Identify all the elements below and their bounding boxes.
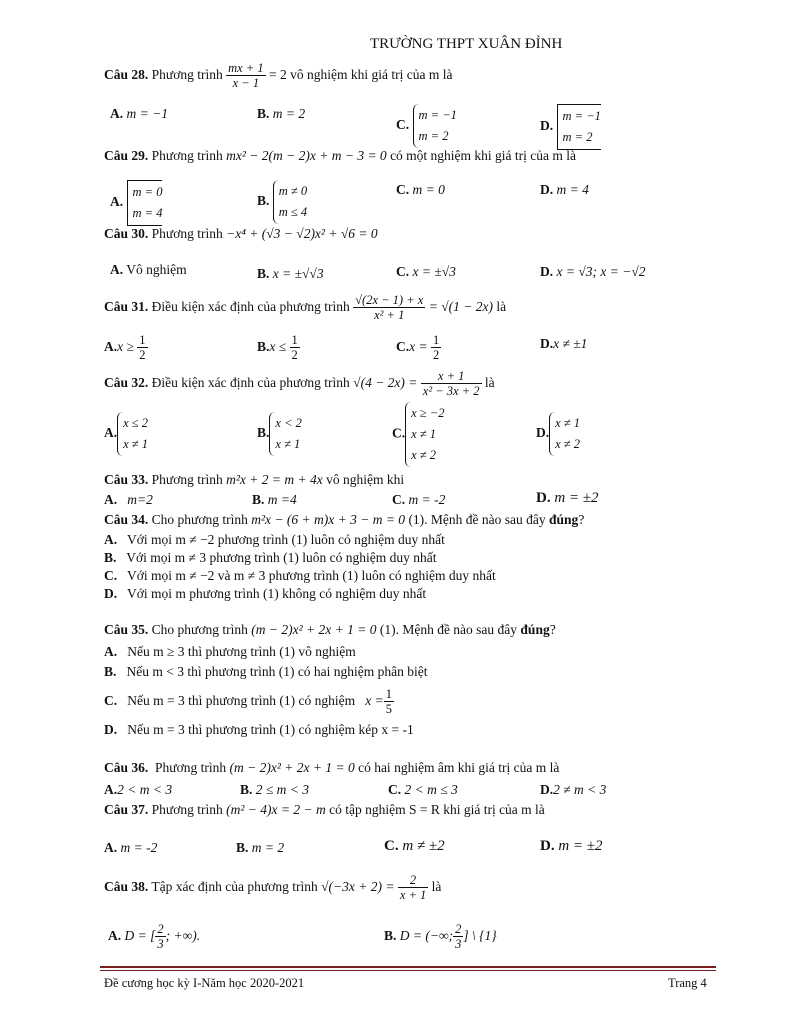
question-28-stem: Câu 28. Phương trình $\frac{mx + 1}{x - 1}$ = 2 vô nghiệm khi giá trị của m là (104, 61, 453, 91)
option-b: B. Nếu m < 3 thì phương trình (1) có hai nghiệm phân biệt (104, 664, 428, 679)
option-d: D. m = −1 m = 2 (540, 104, 601, 150)
system-brace: x ≥ −2 x ≠ 1 x ≠ 2 (405, 402, 444, 467)
option-c: C.x = $\frac{1}{2}$ (396, 333, 440, 363)
question-label: Câu 28. (104, 67, 149, 82)
fraction: $\frac{1}{2}$ (291, 333, 298, 363)
fraction: $\frac{1}{2}$ (139, 333, 146, 363)
page-number: Trang 4 (668, 976, 707, 990)
fraction: $\frac{√(2x - 1) + x}{\text{x² + 1}}$ (355, 293, 424, 323)
union-bracket: m = −1 m = 2 (557, 104, 601, 150)
option-c: C. Nếu m = 3 thì phương trình (1) có nghiệm x = $\frac{1}{5}$ (104, 687, 393, 717)
option-c: C. x = ±√3 (396, 264, 456, 279)
option-b: B. m = 2 (257, 106, 306, 121)
option-b: B. m =4 (252, 492, 297, 507)
option-b: B.x < 2 x ≠ 1 (257, 412, 302, 456)
option-d: D.x ≠ ±1 (540, 336, 588, 351)
fraction: $\frac{2}{3}$ (455, 922, 462, 952)
option-b: B. Với mọi m ≠ 3 phương trình (1) luôn có nghiệm duy nhất (104, 550, 437, 565)
question-30-stem: Câu 30. Phương trình −x⁴ + (√3 − √2)x² + √6 = 0 (104, 226, 378, 241)
question-29-stem: Câu 29. Phương trình mx² − 2(m − 2)x + m − 3 = 0 có một nghiệm khi giá trị của m là (104, 148, 577, 163)
option-a: A. Vô nghiệm (110, 262, 187, 277)
system-brace: m ≠ 0 m ≤ 4 (273, 180, 307, 224)
option-b: B. m ≠ 0 m ≤ 4 (257, 180, 307, 224)
question-34-stem: Câu 34. Cho phương trình m²x − (6 + m)x + 3 − m = 0 (1). Mệnh đề nào sau đây đúng? (104, 512, 585, 527)
footer-rule-thin (100, 970, 716, 971)
option-c: C.x ≥ −2 x ≠ 1 x ≠ 2 (392, 402, 444, 467)
footer-course-title: Đề cương học kỳ I-Năm học 2020-2021 (104, 976, 305, 990)
option-d: D.x ≠ 1 x ≠ 2 (536, 412, 580, 456)
option-d: D.2 ≠ m < 3 (540, 782, 607, 797)
option-b: B.x ≤ $\frac{1}{2}$ (257, 333, 298, 363)
option-a: A. m = -2 (104, 840, 158, 855)
fraction: $\frac{x + 1}{\text{x² − 3x + 2}}$ (422, 369, 480, 399)
question-33-stem: Câu 33. Phương trình m²x + 2 = m + 4x vô nghiệm khi (104, 472, 405, 487)
option-a: A. m=2 (104, 492, 153, 507)
fraction: $\frac{mx + 1}{x - 1}$ (228, 61, 264, 91)
fraction: $\frac{1}{5}$ (385, 687, 393, 717)
option-b: B. x = ±√√3 (257, 266, 324, 281)
option-a: A. Nếu m ≥ 3 thì phương trình (1) vô nghiệm (104, 644, 356, 659)
option-a: A. m = −1 (110, 106, 168, 121)
system-brace: x ≤ 2 x ≠ 1 (117, 412, 148, 456)
union-bracket: m = 0 m = 4 (127, 180, 163, 226)
question-35-stem: Câu 35. Cho phương trình (m − 2)x² + 2x + 1 = 0 (1). Mệnh đề nào sau đây đúng? (104, 622, 556, 637)
footer-rule (100, 966, 716, 968)
question-32-stem: Câu 32. Điều kiện xác định của phương trình √(4 − 2x) = $\frac{x + 1}{\text{x² − 3x + 2}}$ là (104, 369, 495, 399)
option-b: B. D = (−∞; $\frac{2}{3}$ ] \ {1} (384, 922, 497, 952)
option-a: A. D = [ $\frac{2}{3}$ ; +∞). (108, 922, 201, 952)
option-c: C. m ≠ ±2 (384, 838, 445, 854)
question-31-stem: Câu 31. Điều kiện xác định của phương trình $\frac{√(2x - 1) + x}{\text{x² + 1}}$ = √(1 − 2x) là (104, 293, 507, 323)
question-36-stem: Câu 36. Phương trình (m − 2)x² + 2x + 1 = 0 có hai nghiệm âm khi giá trị của m là (104, 760, 560, 775)
option-a: A.x ≥ $\frac{1}{2}$ (104, 333, 146, 363)
option-d: D. m = ±2 (536, 490, 599, 506)
option-a: A.x ≤ 2 x ≠ 1 (104, 412, 148, 456)
school-header: TRƯỜNG THPT XUÂN ĐỈNH (370, 36, 563, 52)
fraction: $\frac{2}{x + 1}$ (399, 873, 427, 903)
option-c: C. Với mọi m ≠ −2 và m ≠ 3 phương trình (1) luôn có nghiệm duy nhất (104, 568, 496, 583)
option-a: A. Với mọi m ≠ −2 phương trình (1) luôn có nghiệm duy nhất (104, 532, 445, 547)
option-a: A.2 < m < 3 (104, 782, 173, 797)
option-c: C. m = 0 (396, 182, 445, 197)
option-c: C. m = −1 m = 2 (396, 104, 457, 148)
option-a: A. m = 0 m = 4 (110, 180, 162, 226)
option-d: D. x = √3; x = −√2 (540, 264, 646, 279)
system-brace: x < 2 x ≠ 1 (269, 412, 301, 456)
fraction: $\frac{2}{3}$ (157, 922, 164, 952)
option-d: D. m = ±2 (540, 838, 603, 854)
fraction: $\frac{1}{2}$ (432, 333, 440, 363)
system-brace: m = −1 m = 2 (413, 104, 457, 148)
option-c: C. m = -2 (392, 492, 446, 507)
question-37-stem: Câu 37. Phương trình (m² − 4)x = 2 − m có tập nghiệm S = R khi giá trị của m là (104, 802, 545, 817)
option-c: C. 2 < m ≤ 3 (388, 782, 458, 797)
question-38-stem: Câu 38. Tập xác định của phương trình √(−3x + 2) = $\frac{2}{x + 1}$ là (104, 873, 442, 903)
system-brace: x ≠ 1 x ≠ 2 (549, 412, 580, 456)
option-b: B. 2 ≤ m < 3 (240, 782, 310, 797)
option-d: D. Với mọi m phương trình (1) không có nghiệm duy nhất (104, 586, 427, 601)
option-d: D. m = 4 (540, 182, 589, 197)
option-d: D. Nếu m = 3 thì phương trình (1) có nghiệm kép x = -1 (104, 722, 414, 737)
option-b: B. m = 2 (236, 840, 285, 855)
